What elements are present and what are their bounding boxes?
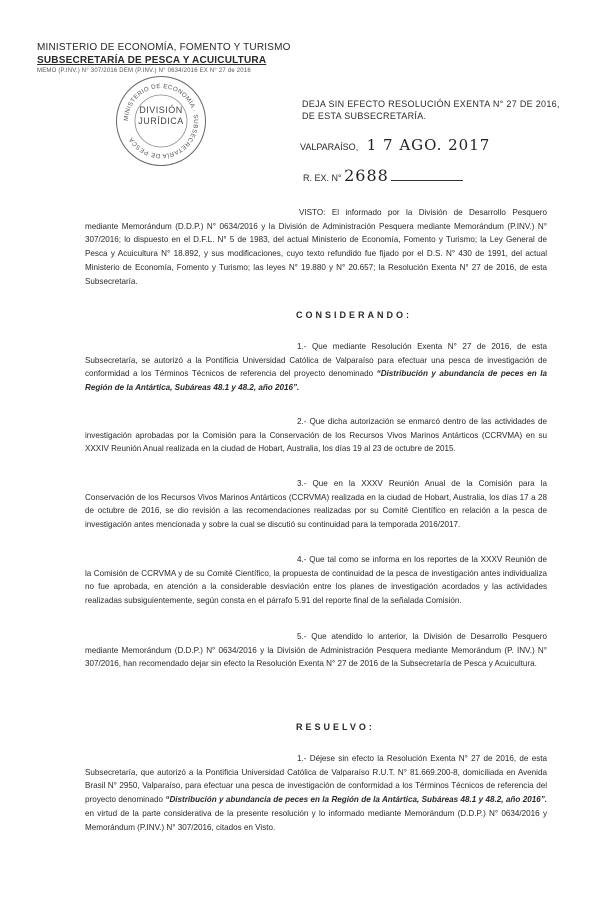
rex-underline [391, 178, 463, 181]
resuelvo-project-title: “Distribución y abundancia de peces en la Región de la Antártica, Subáreas 48.1 y 48.2, año 2016”. [165, 795, 548, 805]
resolution-number-line [303, 166, 463, 185]
subject-line-2: DE ESTA SUBSECRETARÍA. [302, 111, 427, 121]
division-juridica-stamp [116, 76, 206, 166]
city-label: VALPARAÍSO, [300, 142, 359, 152]
stamp-line-1: DIVISIÓN [139, 105, 183, 115]
rex-label: R. EX. N° [303, 173, 342, 183]
stamp-ring-text: MINISTERIO DE ECONOMÍA · SUBSECRETARÍA DE PESCA [122, 82, 200, 160]
considerando-1-text: 1.- Que mediante Resolución Exenta N° 27 de 2016, de esta Subsecretaría, se autorizó a la Pontificia Universidad Católica de Valparaíso para efectuar una pesca de investigación de conformidad a los Términos Técnicos de referencia del proyecto denominado [85, 342, 547, 379]
considerando-2: 2.- Que dicha autorización se enmarcó dentro de las actividades de investigación aprobadas por la Comisión para la Conservación de los Recursos Vivos Marinos Antárticos (CCRVMA) en su XXXIV Reunión Anual realizada en la ciudad de Hobart, Australia, los días 19 al 23 de octubre de 2015. [85, 417, 547, 454]
date-stamp: 1 7 AGO. 2017 [366, 136, 491, 154]
date-line [300, 136, 490, 154]
project-title: “Distribución y abundancia de peces en la Región de la Antártica, Subáreas 48.1 y 48.2, año 2016”. [85, 369, 548, 393]
resuelvo-1-text: 1.- Déjese sin efecto la Resolución Exenta N° 27 de 2016, de esta Subsecretaría, que autorizó a la Pontificia Universidad Católica de Valparaíso R.U.T. N° 81.669.200-8, domiciliada en Avenida Brasil N° 2950, Valparaíso, para efectuar una pesca de investigación de conformidad a los Términos Técnicos de referencia del proyecto denominado [85, 754, 547, 805]
subsecretaria-name: SUBSECRETARÍA DE PESCA Y ACUICULTURA [37, 55, 267, 66]
resuelvo-heading: RESUELVO: [296, 722, 375, 732]
considerando-1 [85, 340, 547, 395]
ministry-name: MINISTERIO DE ECONOMÍA, FOMENTO Y TURISMO [37, 42, 291, 53]
rex-number: 2688 [344, 166, 389, 185]
visto-paragraph: VISTO: El informado por la División de Desarrollo Pesquero mediante Memorándum (D.D.P.) N° 0634/2016 y la División de Administración Pesquera mediante Memorándum (P.INV.) N° 307/2016; lo dispuesto en el D.F.L. N° 5 de 1983, del actual Ministerio de Economía, Fomento y Turismo; la Ley General de Pesca y Acuicultura N° 18.892, y sus modificaciones, cuyo texto refundido fue fijado por el D.S. N° 430 de 1991, del actual Ministerio de Economía, Fomento y Turismo; las leyes N° 19.880 y N° 20.657; la Resolución Exenta N° 27 de 2016, de esta Subsecretaría. [85, 208, 547, 286]
considerando-heading: CONSIDERANDO: [296, 310, 413, 320]
resolution-subject [302, 98, 560, 122]
memo-reference: MEMO (P.INV.) N° 307/2016 DEM (P.INV.) N° 0634/2016 EX N° 27 de 2016 [37, 68, 251, 74]
considerando-5: 5.- Que atendido lo anterior, la División de Desarrollo Pesquero mediante Memorándum (D.D.P.) N° 0634/2016 y la División de Administración Pesquera mediante Memorándum (P. INV.) N° 307/2016, han recomendado dejar sin efecto la Resolución Exenta N° 27 de 2016 de la Subsecretaría de Pesca y Acuicultura. [85, 632, 547, 669]
resuelvo-1-tail: en virtud de la parte considerativa de la presente resolución y lo informado mediante Memorándum (D.D.P.) N° 0634/2016 y Memorándum (P.INV.) N° 307/2016, citados en Visto. [85, 808, 547, 832]
stamp-line-2: JURÍDICA [138, 116, 184, 126]
considerando-3: 3.- Que en la XXXV Reunión Anual de la Comisión para la Conservación de los Recursos Vivos Marinos Antárticos (CCRVMA) realizada en la ciudad de Hobart, Australia, los días 17 a 28 de octubre de 2016, se dio revisión a las recomendaciones realizadas por su Comité Científico en relación a la pesca de investigación antes mencionada y sobre la cual se discutió su continuidad para la temporada 2016/2017. [85, 479, 547, 530]
considerando-4: 4.- Que tal como se informa en los reportes de la XXXV Reunión de la Comisión de CCRVMA y de su Comité Científico, la propuesta de continuidad de la pesca de investigación antes individualiza no fue aprobada, en atención a la considerable desviación entre los planes de investigación acordados y las actividades realizadas subsiguientemente, según consta en el párrafo 5.91 del reporte final de la señalada Comisión. [85, 555, 547, 606]
letterhead [37, 41, 291, 75]
subject-line-1: DEJA SIN EFECTO RESOLUCIÓN EXENTA N° 27 DE 2016, [302, 99, 560, 109]
resuelvo-1 [85, 752, 547, 834]
